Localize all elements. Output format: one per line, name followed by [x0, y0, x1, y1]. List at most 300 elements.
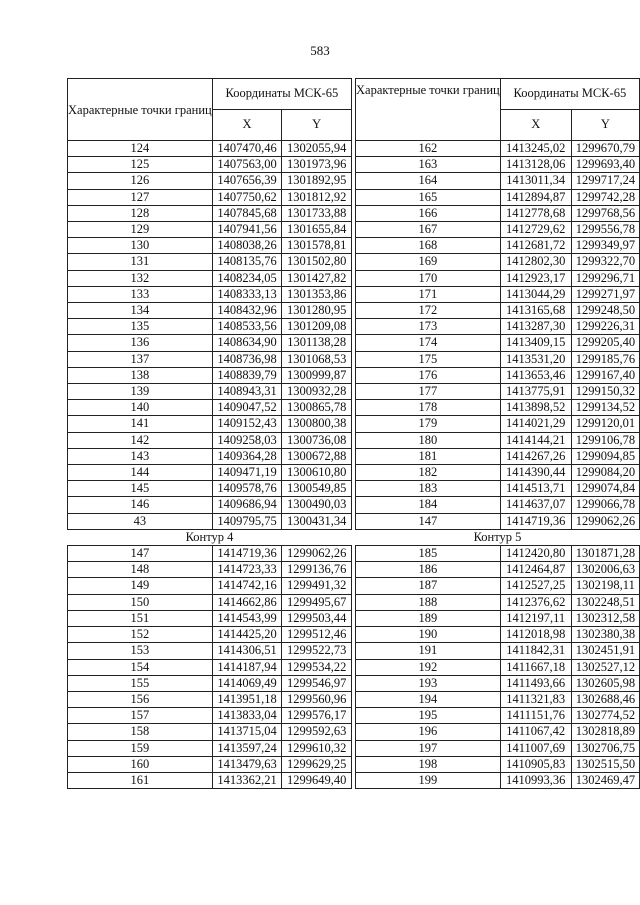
- table-row: [68, 594, 352, 610]
- x-coordinate-cell: 1413951,18: [212, 691, 282, 707]
- table-row: [356, 546, 640, 562]
- y-coordinate-cell: 1302688,46: [571, 691, 639, 707]
- x-coordinate-cell: 1408234,05: [212, 270, 282, 286]
- y-coordinate-cell: 1301733,88: [282, 205, 352, 221]
- x-coordinate-cell: 1408432,96: [212, 303, 282, 319]
- y-coordinate-cell: 1299670,79: [571, 141, 639, 157]
- y-coordinate-cell: 1300932,28: [282, 384, 352, 400]
- right-coordinates-table: [355, 78, 640, 789]
- x-coordinate-cell: 1414543,99: [212, 610, 282, 626]
- point-number-cell: 152: [68, 627, 213, 643]
- x-coordinate-cell: 1413833,04: [212, 708, 282, 724]
- table-row: [356, 497, 640, 513]
- x-coordinate-cell: 1413128,06: [500, 157, 571, 173]
- y-coordinate-cell: 1299062,26: [571, 513, 639, 529]
- table-row: [356, 562, 640, 578]
- y-coordinate-cell: 1302312,58: [571, 610, 639, 626]
- y-coordinate-cell: 1299592,63: [282, 724, 352, 740]
- x-coordinate-cell: 1413011,34: [500, 173, 571, 189]
- y-coordinate-cell: 1299556,78: [571, 222, 639, 238]
- x-coordinate-cell: 1414637,07: [500, 497, 571, 513]
- table-row: [356, 627, 640, 643]
- point-number-cell: 171: [356, 286, 501, 302]
- y-coordinate-cell: 1299768,56: [571, 205, 639, 221]
- point-number-cell: 195: [356, 708, 501, 724]
- table-row: [356, 303, 640, 319]
- table-row: [356, 594, 640, 610]
- x-coordinate-cell: 1413898,52: [500, 400, 571, 416]
- point-number-cell: 144: [68, 465, 213, 481]
- x-coordinate-cell: 1413044,29: [500, 286, 571, 302]
- point-number-cell: 182: [356, 465, 501, 481]
- y-coordinate-cell: 1299560,96: [282, 691, 352, 707]
- table-row: [356, 448, 640, 464]
- point-number-cell: 160: [68, 756, 213, 772]
- x-coordinate-cell: 1408038,26: [212, 238, 282, 254]
- table-row: [68, 610, 352, 626]
- table-row: [356, 578, 640, 594]
- left-coordinates-table: [67, 78, 352, 789]
- point-number-cell: 178: [356, 400, 501, 416]
- x-coordinate-cell: 1411842,31: [500, 643, 571, 659]
- point-number-cell: 188: [356, 594, 501, 610]
- x-coordinate-cell: 1413531,20: [500, 351, 571, 367]
- table-row: [68, 546, 352, 562]
- table-row: [68, 367, 352, 383]
- point-number-cell: 189: [356, 610, 501, 626]
- point-number-cell: 140: [68, 400, 213, 416]
- point-number-cell: 192: [356, 659, 501, 675]
- x-coordinate-cell: 1413409,15: [500, 335, 571, 351]
- y-coordinate-cell: 1301280,95: [282, 303, 352, 319]
- table-row: [356, 351, 640, 367]
- x-coordinate-cell: 1409578,76: [212, 481, 282, 497]
- point-number-cell: 153: [68, 643, 213, 659]
- x-coordinate-cell: 1409795,75: [212, 513, 282, 529]
- y-coordinate-cell: 1301068,53: [282, 351, 352, 367]
- y-coordinate-cell: 1299534,22: [282, 659, 352, 675]
- table-row: [68, 724, 352, 740]
- point-number-cell: 161: [68, 772, 213, 788]
- table-row: [356, 286, 640, 302]
- point-number-cell: 186: [356, 562, 501, 578]
- point-number-cell: 175: [356, 351, 501, 367]
- point-number-cell: 130: [68, 238, 213, 254]
- y-coordinate-cell: 1302380,38: [571, 627, 639, 643]
- x-coordinate-cell: 1413597,24: [212, 740, 282, 756]
- y-coordinate-cell: 1300672,88: [282, 448, 352, 464]
- x-coordinate-cell: 1414187,94: [212, 659, 282, 675]
- y-coordinate-cell: 1299522,73: [282, 643, 352, 659]
- point-number-cell: 183: [356, 481, 501, 497]
- y-coordinate-cell: 1299546,97: [282, 675, 352, 691]
- y-coordinate-cell: 1299094,85: [571, 448, 639, 464]
- table-row: [68, 691, 352, 707]
- y-coordinate-cell: 1299349,97: [571, 238, 639, 254]
- table-row: [356, 643, 640, 659]
- right-rows-b: [356, 546, 640, 789]
- x-coordinate-cell: 1412018,98: [500, 627, 571, 643]
- x-coordinate-cell: 1414306,51: [212, 643, 282, 659]
- point-number-cell: 148: [68, 562, 213, 578]
- y-coordinate-cell: 1301655,84: [282, 222, 352, 238]
- point-number-cell: 147: [68, 546, 213, 562]
- y-coordinate-cell: 1301973,96: [282, 157, 352, 173]
- y-coordinate-cell: 1302248,51: [571, 594, 639, 610]
- x-coordinate-cell: 1410905,83: [500, 756, 571, 772]
- point-number-cell: 190: [356, 627, 501, 643]
- y-coordinate-cell: 1299106,78: [571, 432, 639, 448]
- table-row: [356, 481, 640, 497]
- y-coordinate-cell: 1299167,40: [571, 367, 639, 383]
- y-coordinate-cell: 1302451,91: [571, 643, 639, 659]
- y-coordinate-cell: 1302605,98: [571, 675, 639, 691]
- contour-label: Контур 5: [356, 529, 640, 545]
- point-number-cell: 136: [68, 335, 213, 351]
- y-coordinate-cell: 1299271,97: [571, 286, 639, 302]
- y-coordinate-cell: 1300549,85: [282, 481, 352, 497]
- y-coordinate-cell: 1299136,76: [282, 562, 352, 578]
- point-number-cell: 174: [356, 335, 501, 351]
- table-row: [356, 691, 640, 707]
- point-number-cell: 124: [68, 141, 213, 157]
- point-number-cell: 165: [356, 189, 501, 205]
- table-row: [356, 319, 640, 335]
- x-coordinate-cell: 1414144,21: [500, 432, 571, 448]
- point-number-cell: 135: [68, 319, 213, 335]
- x-coordinate-cell: 1412681,72: [500, 238, 571, 254]
- table-row: [356, 432, 640, 448]
- point-number-cell: 176: [356, 367, 501, 383]
- y-coordinate-cell: 1299495,67: [282, 594, 352, 610]
- x-coordinate-cell: 1409152,43: [212, 416, 282, 432]
- point-number-cell: 151: [68, 610, 213, 626]
- point-number-cell: 180: [356, 432, 501, 448]
- y-coordinate-cell: 1299491,32: [282, 578, 352, 594]
- x-coordinate-cell: 1412729,62: [500, 222, 571, 238]
- page-number: 583: [310, 43, 330, 58]
- table-row: [68, 465, 352, 481]
- y-coordinate-cell: 1302818,89: [571, 724, 639, 740]
- point-number-cell: 131: [68, 254, 213, 270]
- point-number-cell: 150: [68, 594, 213, 610]
- x-coordinate-cell: 1414723,33: [212, 562, 282, 578]
- table-row: [68, 627, 352, 643]
- table-row: [356, 756, 640, 772]
- point-number-cell: 158: [68, 724, 213, 740]
- table-row: [68, 319, 352, 335]
- y-coordinate-cell: 1299248,50: [571, 303, 639, 319]
- x-coordinate-cell: 1407941,56: [212, 222, 282, 238]
- point-number-cell: 196: [356, 724, 501, 740]
- y-coordinate-cell: 1299226,31: [571, 319, 639, 335]
- table-row: [68, 659, 352, 675]
- contour-row: [68, 529, 352, 545]
- x-coordinate-cell: 1407750,62: [212, 189, 282, 205]
- x-coordinate-cell: 1408135,76: [212, 254, 282, 270]
- contour-row: [356, 529, 640, 545]
- y-coordinate-cell: 1299503,44: [282, 610, 352, 626]
- x-coordinate-cell: 1407470,46: [212, 141, 282, 157]
- table-row: [68, 578, 352, 594]
- x-coordinate-cell: 1408736,98: [212, 351, 282, 367]
- x-coordinate-cell: 1410993,36: [500, 772, 571, 788]
- table-row: [68, 286, 352, 302]
- point-number-cell: 129: [68, 222, 213, 238]
- table-row: [356, 238, 640, 254]
- y-coordinate-cell: 1302774,52: [571, 708, 639, 724]
- table-row: [68, 222, 352, 238]
- table-row: [68, 740, 352, 756]
- y-coordinate-cell: 1300800,38: [282, 416, 352, 432]
- table-row: [68, 254, 352, 270]
- left-rows-b: [68, 546, 352, 789]
- table-row: [356, 675, 640, 691]
- y-coordinate-cell: 1299062,26: [282, 546, 352, 562]
- y-coordinate-cell: 1302706,75: [571, 740, 639, 756]
- table-row: [68, 335, 352, 351]
- x-coordinate-cell: 1413715,04: [212, 724, 282, 740]
- x-coordinate-cell: 1414267,26: [500, 448, 571, 464]
- point-number-cell: 197: [356, 740, 501, 756]
- point-number-cell: 127: [68, 189, 213, 205]
- coords-header: Координаты МСК-65: [212, 79, 351, 110]
- y-coordinate-cell: 1301353,86: [282, 286, 352, 302]
- table-row: [356, 222, 640, 238]
- y-coordinate-cell: 1302198,11: [571, 578, 639, 594]
- y-coordinate-cell: 1299134,52: [571, 400, 639, 416]
- y-coordinate-cell: 1299512,46: [282, 627, 352, 643]
- y-coordinate-cell: 1300431,34: [282, 513, 352, 529]
- x-coordinate-cell: 1408634,90: [212, 335, 282, 351]
- point-number-cell: 198: [356, 756, 501, 772]
- points-header: Характерные точки границ: [68, 79, 213, 141]
- x-coordinate-cell: 1408533,56: [212, 319, 282, 335]
- x-coordinate-cell: 1414021,29: [500, 416, 571, 432]
- x-coordinate-cell: 1414719,36: [500, 513, 571, 529]
- y-coordinate-cell: 1299084,20: [571, 465, 639, 481]
- x-coordinate-cell: 1414719,36: [212, 546, 282, 562]
- point-number-cell: 199: [356, 772, 501, 788]
- table-row: [68, 448, 352, 464]
- y-coordinate-cell: 1299649,40: [282, 772, 352, 788]
- x-coordinate-cell: 1413287,30: [500, 319, 571, 335]
- point-number-cell: 163: [356, 157, 501, 173]
- y-coordinate-cell: 1300736,08: [282, 432, 352, 448]
- table-row: [68, 400, 352, 416]
- table-row: [68, 562, 352, 578]
- y-coordinate-cell: 1301892,95: [282, 173, 352, 189]
- y-coordinate-cell: 1302055,94: [282, 141, 352, 157]
- y-coordinate-cell: 1299066,78: [571, 497, 639, 513]
- table-row: [68, 513, 352, 529]
- x-coordinate-cell: 1413362,21: [212, 772, 282, 788]
- x-coordinate-cell: 1413653,46: [500, 367, 571, 383]
- point-number-cell: 172: [356, 303, 501, 319]
- point-number-cell: 194: [356, 691, 501, 707]
- table-row: [68, 756, 352, 772]
- x-coordinate-cell: 1407845,68: [212, 205, 282, 221]
- y-coordinate-cell: 1299205,40: [571, 335, 639, 351]
- y-coordinate-cell: 1299296,71: [571, 270, 639, 286]
- x-coordinate-cell: 1408839,79: [212, 367, 282, 383]
- table-row: [68, 481, 352, 497]
- x-coordinate-cell: 1408943,31: [212, 384, 282, 400]
- table-row: [356, 270, 640, 286]
- x-coordinate-cell: 1412464,87: [500, 562, 571, 578]
- table-row: [356, 384, 640, 400]
- x-coordinate-cell: 1411067,42: [500, 724, 571, 740]
- point-number-cell: 155: [68, 675, 213, 691]
- x-coordinate-cell: 1407563,00: [212, 157, 282, 173]
- x-coordinate-cell: 1412894,87: [500, 189, 571, 205]
- table-row: [356, 772, 640, 788]
- point-number-cell: 128: [68, 205, 213, 221]
- point-number-cell: 166: [356, 205, 501, 221]
- point-number-cell: 138: [68, 367, 213, 383]
- y-coordinate-cell: 1299322,70: [571, 254, 639, 270]
- x-coordinate-cell: 1409471,19: [212, 465, 282, 481]
- point-number-cell: 181: [356, 448, 501, 464]
- x-coordinate-cell: 1407656,39: [212, 173, 282, 189]
- point-number-cell: 184: [356, 497, 501, 513]
- x-coordinate-cell: 1412923,17: [500, 270, 571, 286]
- point-number-cell: 132: [68, 270, 213, 286]
- y-coordinate-cell: 1300610,80: [282, 465, 352, 481]
- point-number-cell: 133: [68, 286, 213, 302]
- table-row: [68, 270, 352, 286]
- x-coordinate-cell: 1413165,68: [500, 303, 571, 319]
- y-coordinate-cell: 1300865,78: [282, 400, 352, 416]
- table-row: [356, 157, 640, 173]
- point-number-cell: 149: [68, 578, 213, 594]
- x-coordinate-cell: 1413245,02: [500, 141, 571, 157]
- table-row: [356, 610, 640, 626]
- x-coordinate-cell: 1412376,62: [500, 594, 571, 610]
- table-row: [68, 432, 352, 448]
- right-rows-a: [356, 141, 640, 530]
- point-number-cell: 159: [68, 740, 213, 756]
- point-number-cell: 142: [68, 432, 213, 448]
- x-coordinate-cell: 1413775,91: [500, 384, 571, 400]
- x-coordinate-cell: 1409047,52: [212, 400, 282, 416]
- x-coordinate-cell: 1411321,83: [500, 691, 571, 707]
- point-number-cell: 134: [68, 303, 213, 319]
- point-number-cell: 168: [356, 238, 501, 254]
- x-coordinate-cell: 1413479,63: [212, 756, 282, 772]
- table-row: [68, 643, 352, 659]
- point-number-cell: 145: [68, 481, 213, 497]
- table-row: [356, 659, 640, 675]
- point-number-cell: 169: [356, 254, 501, 270]
- point-number-cell: 157: [68, 708, 213, 724]
- point-number-cell: 162: [356, 141, 501, 157]
- point-number-cell: 179: [356, 416, 501, 432]
- y-coordinate-cell: 1301578,81: [282, 238, 352, 254]
- y-coordinate-cell: 1301502,80: [282, 254, 352, 270]
- table-row: [356, 708, 640, 724]
- y-coordinate-cell: 1301138,28: [282, 335, 352, 351]
- x-coordinate-cell: 1411151,76: [500, 708, 571, 724]
- y-coordinate-cell: 1299717,24: [571, 173, 639, 189]
- table-row: [356, 189, 640, 205]
- table-row: [356, 416, 640, 432]
- point-number-cell: 146: [68, 497, 213, 513]
- point-number-cell: 156: [68, 691, 213, 707]
- table-row: [68, 173, 352, 189]
- y-coordinate-cell: 1299576,17: [282, 708, 352, 724]
- table-row: [68, 675, 352, 691]
- table-row: [356, 367, 640, 383]
- y-coordinate-cell: 1301427,82: [282, 270, 352, 286]
- y-coordinate-cell: 1301209,08: [282, 319, 352, 335]
- point-number-cell: 139: [68, 384, 213, 400]
- x-coordinate-cell: 1414069,49: [212, 675, 282, 691]
- x-coordinate-cell: 1414425,20: [212, 627, 282, 643]
- point-number-cell: 187: [356, 578, 501, 594]
- y-coordinate-cell: 1299150,32: [571, 384, 639, 400]
- table-row: [68, 205, 352, 221]
- x-coordinate-cell: 1414390,44: [500, 465, 571, 481]
- point-number-cell: 154: [68, 659, 213, 675]
- y-coordinate-cell: 1299742,28: [571, 189, 639, 205]
- table-row: [356, 400, 640, 416]
- table-row: [68, 157, 352, 173]
- point-number-cell: 137: [68, 351, 213, 367]
- point-number-cell: 173: [356, 319, 501, 335]
- y-coordinate-cell: 1302515,50: [571, 756, 639, 772]
- x-coordinate-cell: 1411493,66: [500, 675, 571, 691]
- table-row: [68, 384, 352, 400]
- coordinates-tables: [67, 78, 640, 789]
- x-coordinate-cell: 1409258,03: [212, 432, 282, 448]
- y-coordinate-cell: 1299629,25: [282, 756, 352, 772]
- point-number-cell: 177: [356, 384, 501, 400]
- table-row: [356, 141, 640, 157]
- point-number-cell: 167: [356, 222, 501, 238]
- point-number-cell: 125: [68, 157, 213, 173]
- x-coordinate-cell: 1414662,86: [212, 594, 282, 610]
- table-row: [68, 303, 352, 319]
- y-header: Y: [282, 110, 352, 141]
- y-coordinate-cell: 1301812,92: [282, 189, 352, 205]
- point-number-cell: 164: [356, 173, 501, 189]
- x-coordinate-cell: 1408333,13: [212, 286, 282, 302]
- table-row: [68, 141, 352, 157]
- table-row: [68, 416, 352, 432]
- x-coordinate-cell: 1411667,18: [500, 659, 571, 675]
- x-coordinate-cell: 1409686,94: [212, 497, 282, 513]
- y-coordinate-cell: 1300490,03: [282, 497, 352, 513]
- x-coordinate-cell: 1414742,16: [212, 578, 282, 594]
- y-coordinate-cell: 1299074,84: [571, 481, 639, 497]
- x-header: X: [212, 110, 282, 141]
- point-number-cell: 193: [356, 675, 501, 691]
- table-row: [356, 513, 640, 529]
- table-row: [356, 724, 640, 740]
- left-rows-a: [68, 141, 352, 530]
- point-number-cell: 141: [68, 416, 213, 432]
- point-number-cell: 170: [356, 270, 501, 286]
- point-number-cell: 126: [68, 173, 213, 189]
- y-coordinate-cell: 1302469,47: [571, 772, 639, 788]
- coords-header: Координаты МСК-65: [500, 79, 639, 110]
- points-header: Характерные точки границ: [356, 79, 501, 141]
- y-coordinate-cell: 1301871,28: [571, 546, 639, 562]
- table-row: [356, 465, 640, 481]
- y-coordinate-cell: 1299610,32: [282, 740, 352, 756]
- table-row: [356, 740, 640, 756]
